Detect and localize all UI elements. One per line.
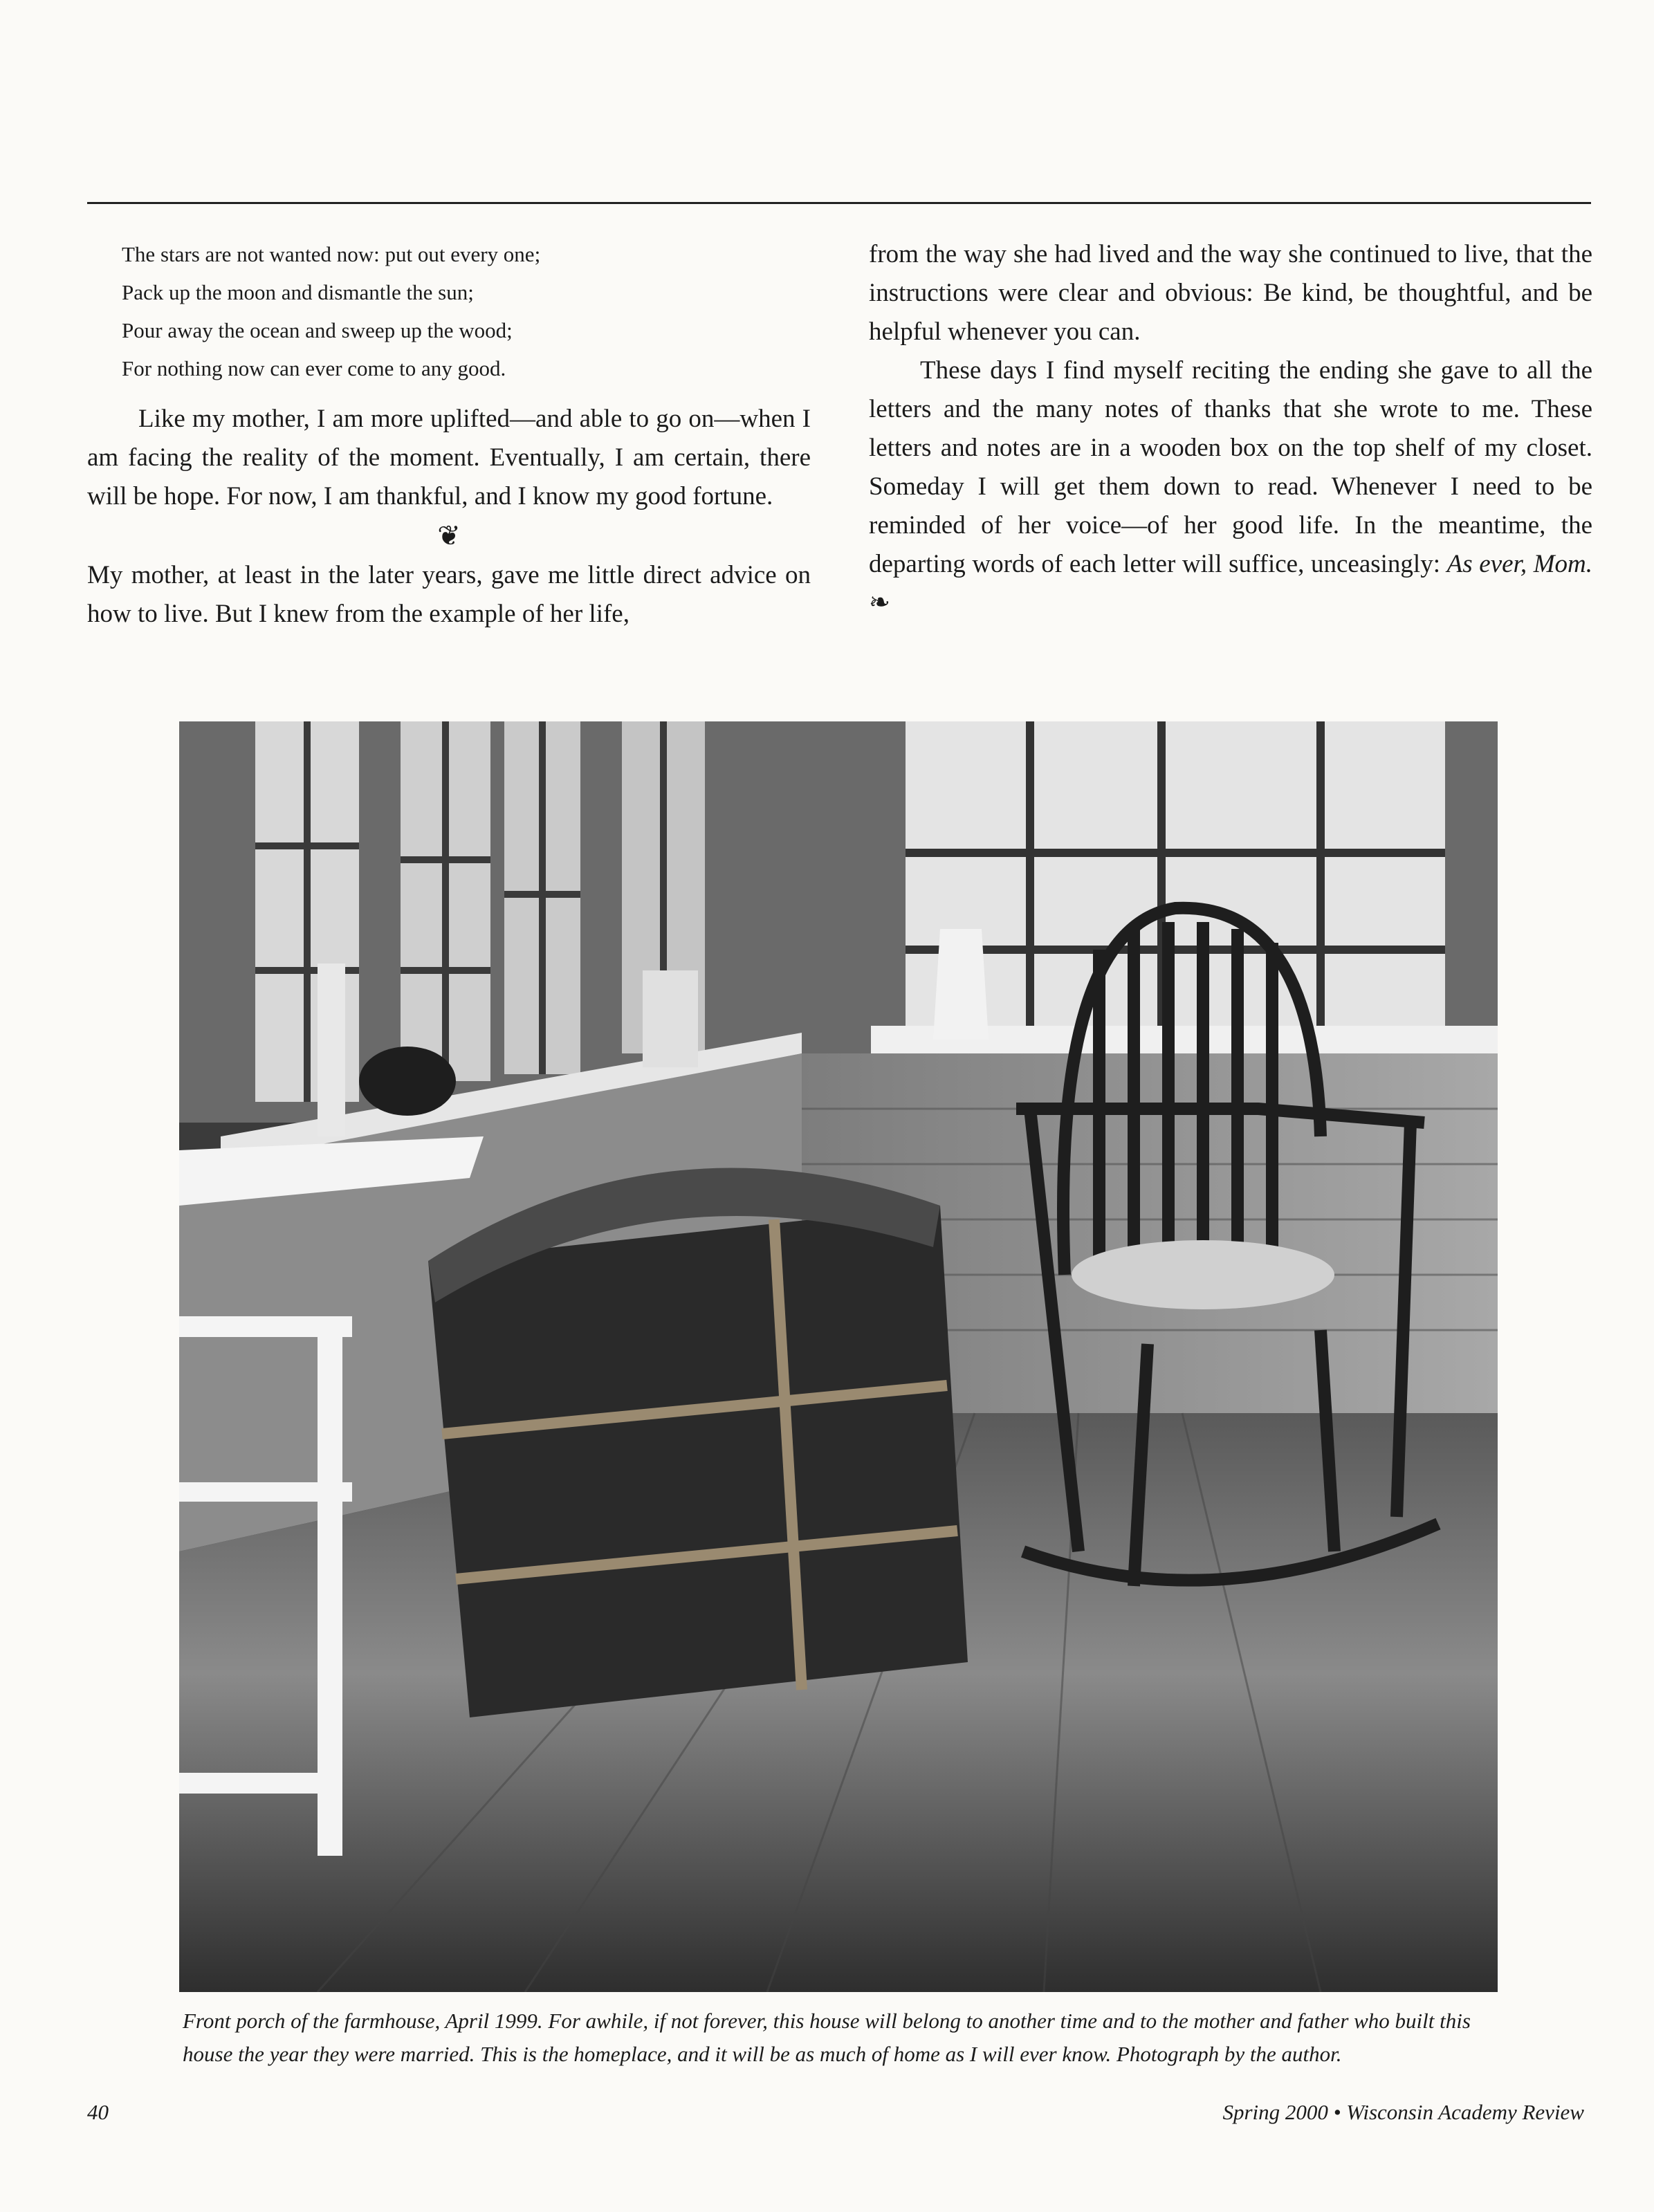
poem-line: For nothing now can ever come to any good. xyxy=(122,356,506,380)
end-mark: ❧ xyxy=(869,589,891,617)
photo-caption: Front porch of the farmhouse, April 1999. For awhile, if not forever, this house will belong to another time and to the mother and father who built this house the year they were married. This is the homeplace, and it will be as much of home as I will ever know. Photograph by the author. xyxy=(183,2009,1471,2066)
paragraph-text: These days I find myself reciting the ending she gave to all the letters and the many notes of thanks that she wrote to me. These letters and notes are in a wooden box on the top shelf of my closet. Someday I will get them down to read. Whenever I need to be reminded of her voice—of her good life. In the meantime, the departing words of each letter will suffice, unceasingly: xyxy=(869,356,1592,578)
running-footer: Spring 2000 • Wisconsin Academy Review xyxy=(1222,2100,1584,2124)
header-rule xyxy=(87,202,1591,204)
porch-photo xyxy=(179,721,1498,1992)
right-column xyxy=(869,235,1592,623)
left-column xyxy=(87,235,811,634)
poem-excerpt xyxy=(122,235,811,387)
poem-line: The stars are not wanted now: put out every one; xyxy=(122,242,541,266)
paragraph xyxy=(869,351,1592,623)
poem-line: Pack up the moon and dismantle the sun; xyxy=(122,280,474,304)
page-number: 40 xyxy=(87,2100,109,2124)
fleuron-ornament: ❦ xyxy=(437,520,461,551)
photo-illustration xyxy=(179,721,1498,1992)
signoff: As ever, Mom. xyxy=(1446,550,1593,578)
paragraph: from the way she had lived and the way she continued to live, that the instructions were clear and obvious: Be kind, be thoughtful, and be helpful whenever you can. xyxy=(869,240,1592,346)
poem-line: Pour away the ocean and sweep up the wood; xyxy=(122,318,513,342)
paragraph: My mother, at least in the later years, gave me little direct advice on how to live. But I knew from the example of her life, xyxy=(87,561,811,628)
paragraph: Like my mother, I am more uplifted—and able to go on—when I am facing the reality of the moment. Eventually, I am certain, there will be hope. For now, I am thankful, and I know my good fortune. xyxy=(87,405,811,510)
